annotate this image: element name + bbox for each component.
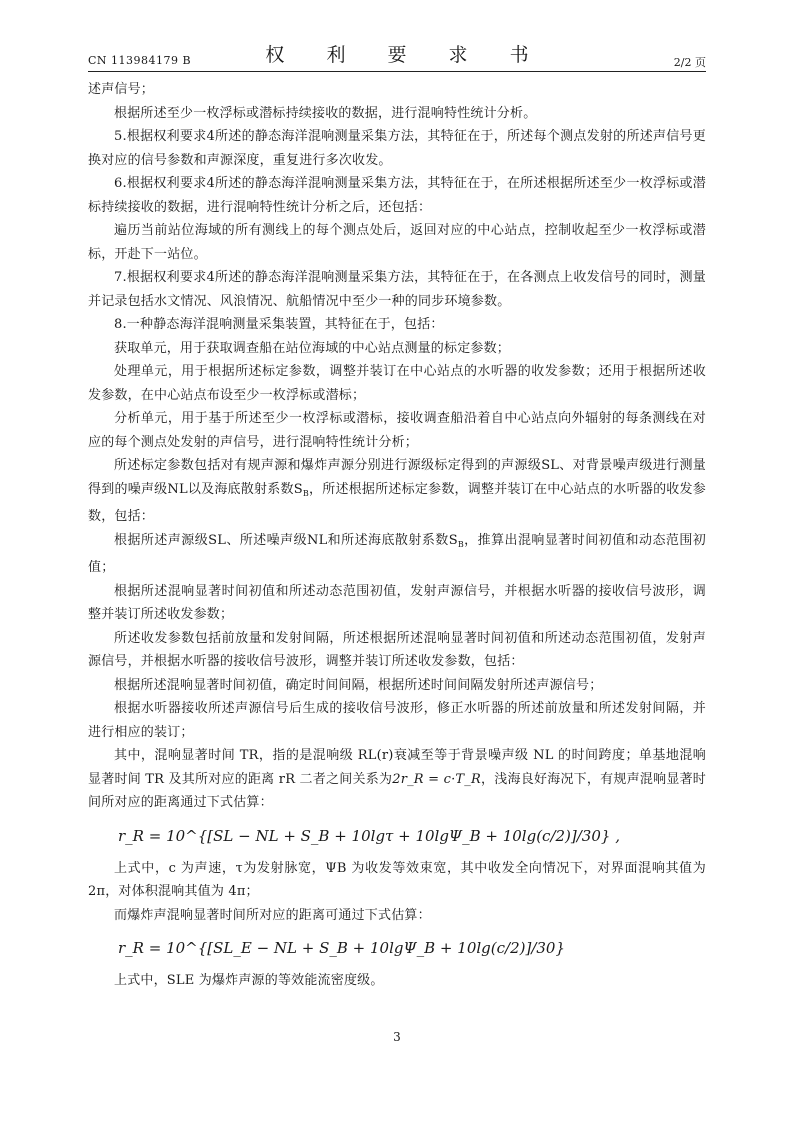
text-segment: ，浅海良好海况下，有规声混响显著时间所对应的距离通过下式估算： [88,771,707,810]
document-title: 权 利 要 求 书 [265,44,547,66]
paragraph: 而爆炸声混响显著时间所对应的距离可通过下式估算： [114,907,431,923]
subscript: B [457,539,464,549]
text-segment: 根据所述声源级SL、所述噪声级NL和所述海底散射系数S [114,532,458,548]
claim-7: 7.根据权利要求4所述的静态海洋混响测量采集方法，其特征在于，在各测点上收发信号的同时，测量并记录包括水文情况、风浪情况、航船情况中至少一种的同步环境参数。 [88,270,706,309]
inline-equation: 2r_R = c·T_R [392,771,481,787]
paragraph: 根据所述混响显著时间初值和所述动态范围初值，发射声源信号，并根据水听器的接收信号波形，调整并装订所述收发参数； [88,583,706,622]
page-indicator: 2/2 页 [673,56,706,69]
claims-body [88,78,706,993]
tr-definition-paragraph [88,744,706,815]
estimate-paragraph [88,529,706,580]
claim-5: 5.根据权利要求4所述的静态海洋混响测量采集方法，其特征在于，所述每个测点发射的所述声信号更换对应的信号参数和声源深度，重复进行多次收发。 [88,129,706,168]
paragraph: 遍历当前站位海域的所有测线上的每个测点处后，返回对应的中心站点，控制收起至少一枚浮标或潜标，开赴下一站位。 [88,223,706,262]
subscript: B [302,488,309,498]
calibration-params-paragraph [88,454,706,529]
paragraph: 根据所述混响显著时间初值，确定时间间隔，根据所述时间间隔发射所述声源信号； [114,677,603,693]
header-rule [88,71,706,72]
formula-explosive-source: r_R = 10^{[SL_E − NL + S_B + 10lgΨ_B + 10lg(c/2)]/30} [118,939,565,957]
text-segment: ，所述根据所述标定参数，调整并装订在中心站点的水听器的收发参数，包括： [88,481,706,524]
paragraph: 根据所述至少一枚浮标或潜标持续接收的数据，进行混响特性统计分析。 [114,105,537,121]
formula-regular-source: r_R = 10^{[SL − NL + S_B + 10lgτ + 10lgΨ_B + 10lg(c/2)]/30} , [118,826,620,845]
patent-number: CN 113984179 B [88,54,192,67]
text-segment: 所述标定参数包括对有规声源和爆炸声源分别进行源级标定得到的声源级SL、对背景噪声级进行测量得到的噪声级NL以及海底散射系数S [88,458,706,497]
paragraph: 所述收发参数包括前放量和发射间隔，所述根据所述混响显著时间初值和所述动态范围初值，发射声源信号，并根据水听器的接收信号波形，调整并装订所述收发参数，包括： [88,630,706,669]
claim-8: 8.一种静态海洋混响测量采集装置，其特征在于，包括： [114,317,444,332]
paragraph: 上式中，SLE 为爆炸声源的等效能流密度级。 [114,973,384,988]
text-segment: ，推算出混响显著时间初值和动态范围初值； [88,532,706,575]
claim-6: 6.根据权利要求4所述的静态海洋混响测量采集方法，其特征在于，在所述根据所述至少一枚浮标或潜标持续接收的数据，进行混响特性统计分析之后，还包括： [88,176,706,215]
processing-unit: 处理单元，用于根据所述标定参数，调整并装订在中心站点的水听器的收发参数；还用于根据所述收发参数，在中心站点布设至少一枚浮标或潜标； [88,364,706,403]
paragraph: 根据水听器接收所述声源信号后生成的接收信号波形，修正水听器的所述前放量和所述发射间隔，并进行相应的装订； [88,701,706,740]
text-segment: 其中，混响显著时间 TR，指的是混响级 RL(r)衰减至等于背景噪声级 NL 的时间跨度；单基地混响显著时间 TR 及其所对应的距离 rR 二者之间关系为 [88,748,706,787]
page-header [88,38,706,70]
analysis-unit: 分析单元，用于基于所述至少一枚浮标或潜标，接收调查船沿着自中心站点向外辐射的每条测线在对应的每个测点处发射的声信号，进行混响特性统计分析； [88,411,706,450]
page-number: 3 [393,1030,401,1044]
paragraph: 述声信号； [88,82,155,97]
acquisition-unit: 获取单元，用于获取调查船在站位海域的中心站点测量的标定参数； [114,340,511,356]
paragraph: 上式中，c 为声速，τ为发射脉宽，ΨB 为收发等效束宽，其中收发全向情况下，对界面混响其值为 2π，对体积混响其值为 4π； [88,860,706,899]
